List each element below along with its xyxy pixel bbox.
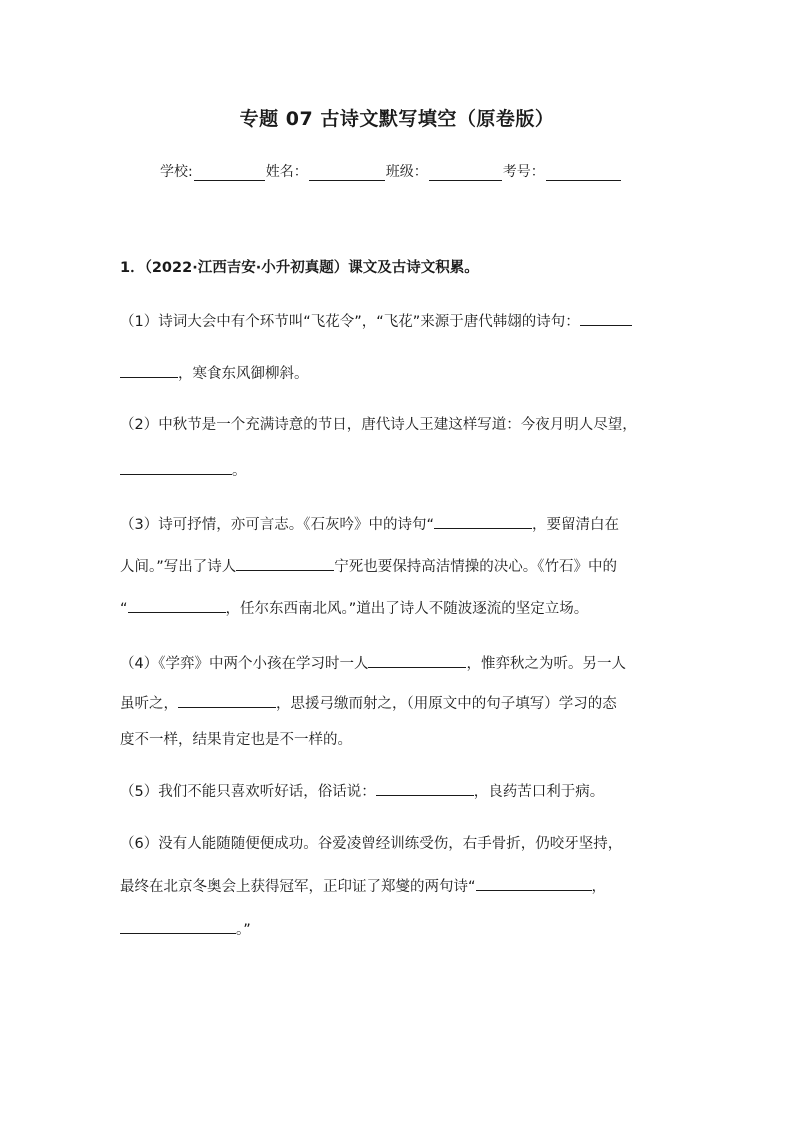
answer-blank[interactable] (580, 309, 632, 326)
item-5-line-1 (120, 779, 680, 802)
item-4-text-a1: （4）《学弈》中两个小孩在学习时一人 (120, 656, 369, 672)
item-2-text-b: 。 (232, 463, 247, 479)
item-3-text-b2: 宁死也要保持高洁情操的决心。《竹石》中的 (334, 559, 618, 575)
name-blank[interactable] (309, 162, 385, 181)
item-4-text-b2: ，思援弓缴而射之，（用原文中的句子填写）学习的态 (276, 696, 617, 712)
item-1-text-a: （1）诗词大会中有个环节叫“飞花令”，“飞花”来源于唐代韩翃的诗句： (120, 314, 580, 330)
number-blank[interactable] (546, 162, 621, 181)
item-2-line-2 (120, 458, 680, 481)
item-6-line-3 (120, 917, 680, 940)
item-3-text-b1: 人间。”写出了诗人 (120, 559, 237, 575)
answer-blank[interactable] (178, 691, 276, 708)
item-3-line-1 (120, 512, 680, 535)
answer-blank[interactable] (236, 554, 334, 571)
answer-blank[interactable] (120, 917, 236, 934)
student-info-row (160, 161, 622, 181)
number-label: 考号： (502, 164, 545, 180)
class-label: 班级： (385, 164, 428, 180)
answer-blank[interactable] (368, 651, 466, 668)
item-6-text-c: 。” (236, 922, 251, 938)
item-5-text-a1: （5）我们不能只喜欢听好话，俗话说： (120, 784, 376, 800)
answer-blank[interactable] (376, 779, 474, 796)
answer-blank[interactable] (120, 458, 232, 475)
item-5-text-a2: ，良药苦口利于病。 (473, 784, 605, 800)
school-blank[interactable] (194, 162, 265, 181)
item-3-text-c2: ，任尔东西南北风。”道出了诗人不随波逐流的坚定立场。 (225, 601, 589, 617)
item-4-line-1 (120, 651, 680, 674)
item-3-line-2 (120, 554, 680, 577)
item-3-text-c1: “ (120, 601, 128, 617)
class-blank[interactable] (429, 162, 502, 181)
page-title: 专题 07 古诗文默写填空（原卷版） (239, 108, 555, 130)
item-6-line-1 (120, 834, 680, 854)
item-2-line-1 (120, 415, 680, 435)
item-3-text-a1: （3）诗可抒情，亦可言志。《石灰吟》中的诗句“ (120, 517, 434, 533)
item-6-text-b1: 最终在北京冬奥会上获得冠军，正印证了郑燮的两句诗“ (120, 879, 476, 895)
question-heading: 1．（2022·江西吉安·小升初真题）课文及古诗文积累。 (120, 260, 479, 276)
item-6-line-2 (120, 874, 680, 897)
item-1-text-b: ，寒食东风御柳斜。 (178, 366, 309, 382)
item-2-text-a: （2）中秋节是一个充满诗意的节日，唐代诗人王建这样写道：今夜月明人尽望， (120, 417, 637, 433)
answer-blank[interactable] (434, 512, 532, 529)
answer-blank[interactable] (128, 596, 226, 613)
item-4-line-3 (120, 730, 680, 750)
item-6-text-b2: ， (591, 879, 607, 895)
item-4-text-c: 度不一样，结果肯定也是不一样的。 (120, 732, 352, 748)
item-3-line-3 (120, 596, 680, 619)
school-label: 学校: (160, 164, 193, 180)
item-1-line-2 (120, 361, 680, 384)
item-4-line-2 (120, 691, 680, 714)
answer-blank[interactable] (476, 874, 592, 891)
item-6-text-a: （6）没有人能随随便便成功。谷爱凌曾经训练受伤，右手骨折，仍咬牙坚持， (120, 836, 623, 852)
item-3-text-a2: ，要留清白在 (532, 517, 619, 533)
item-4-text-b1: 虽听之， (120, 696, 178, 712)
item-1-line-1 (120, 309, 680, 332)
name-label: 姓名： (265, 164, 308, 180)
item-4-text-a2: ，惟弈秋之为听。另一人 (466, 656, 626, 672)
answer-blank[interactable] (120, 361, 178, 378)
